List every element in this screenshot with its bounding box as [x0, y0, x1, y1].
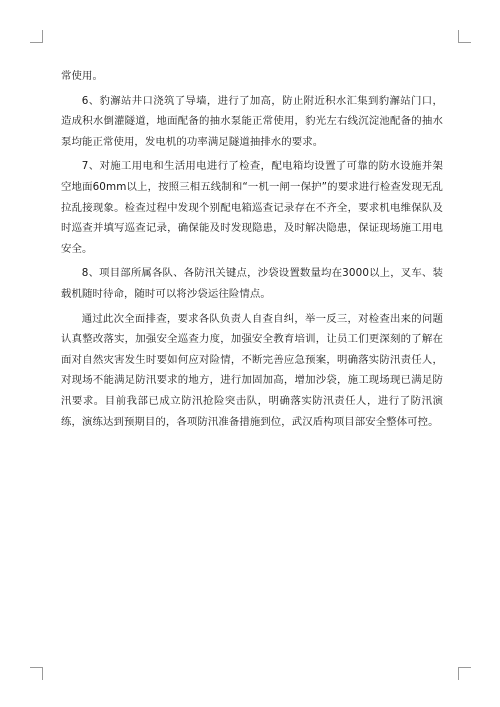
page-corner-mark-top-left [30, 30, 43, 43]
paragraph-summary: 通过此次全面排查，要求各队负责人自查自纠，举一反三，对检查出来的问题认真整改落实，加强安全巡查力度，加强安全教育培训，让员工们更深刻的了解在面对自然灾害发生时要如何应对险情，不断完善应急预案，明确落实防汛责任人，对现场不能满足防汛要求的地方，进行加固加高，增加沙袋，施工现场现已满足防汛要求。目前我部已成立防汛抢险突击队，明确落实防汛责任人，进行了防汛演练，演练达到预期目的，各项防汛准备措施到位，武汉盾构项目部安全整体可控。 [61, 312, 443, 428]
page-corner-mark-bottom-right [458, 667, 471, 680]
page-corner-mark-bottom-left [30, 667, 43, 680]
page-corner-mark-top-right [458, 30, 471, 43]
paragraph-item-8: 8、项目部所属各队、各防汛关键点，沙袋设置数量均在3000以上，叉车、装载机随时待命，随时可以将沙袋运往险情点。 [61, 267, 443, 300]
paragraph-item-6: 6、豹澥站井口浇筑了导墙，进行了加高，防止附近积水汇集到豹澥站门口，造成积水倒灌隧道，地面配备的抽水泵能正常使用，豹光左右线沉淀池配备的抽水泵均能正常使用，发电机的功率满足隧道抽排水的要求。 [61, 94, 443, 148]
paragraph-continuation: 常使用。 [61, 70, 103, 82]
document-body [61, 66, 443, 436]
paragraph-item-7: 7、对施工用电和生活用电进行了检查，配电箱均设置了可靠的防水设施并架空地面60mm以上，按照三相五线制和“一机一闸一保护”的要求进行检查发现无乱拉乱接现象。检查过程中发现个别配电箱巡查记录存在不齐全，要求机电维保队及时巡查并填写巡查记录，确保能及时发现隐患，及时解决隐患，保证现场施工用电安全。 [61, 160, 443, 255]
